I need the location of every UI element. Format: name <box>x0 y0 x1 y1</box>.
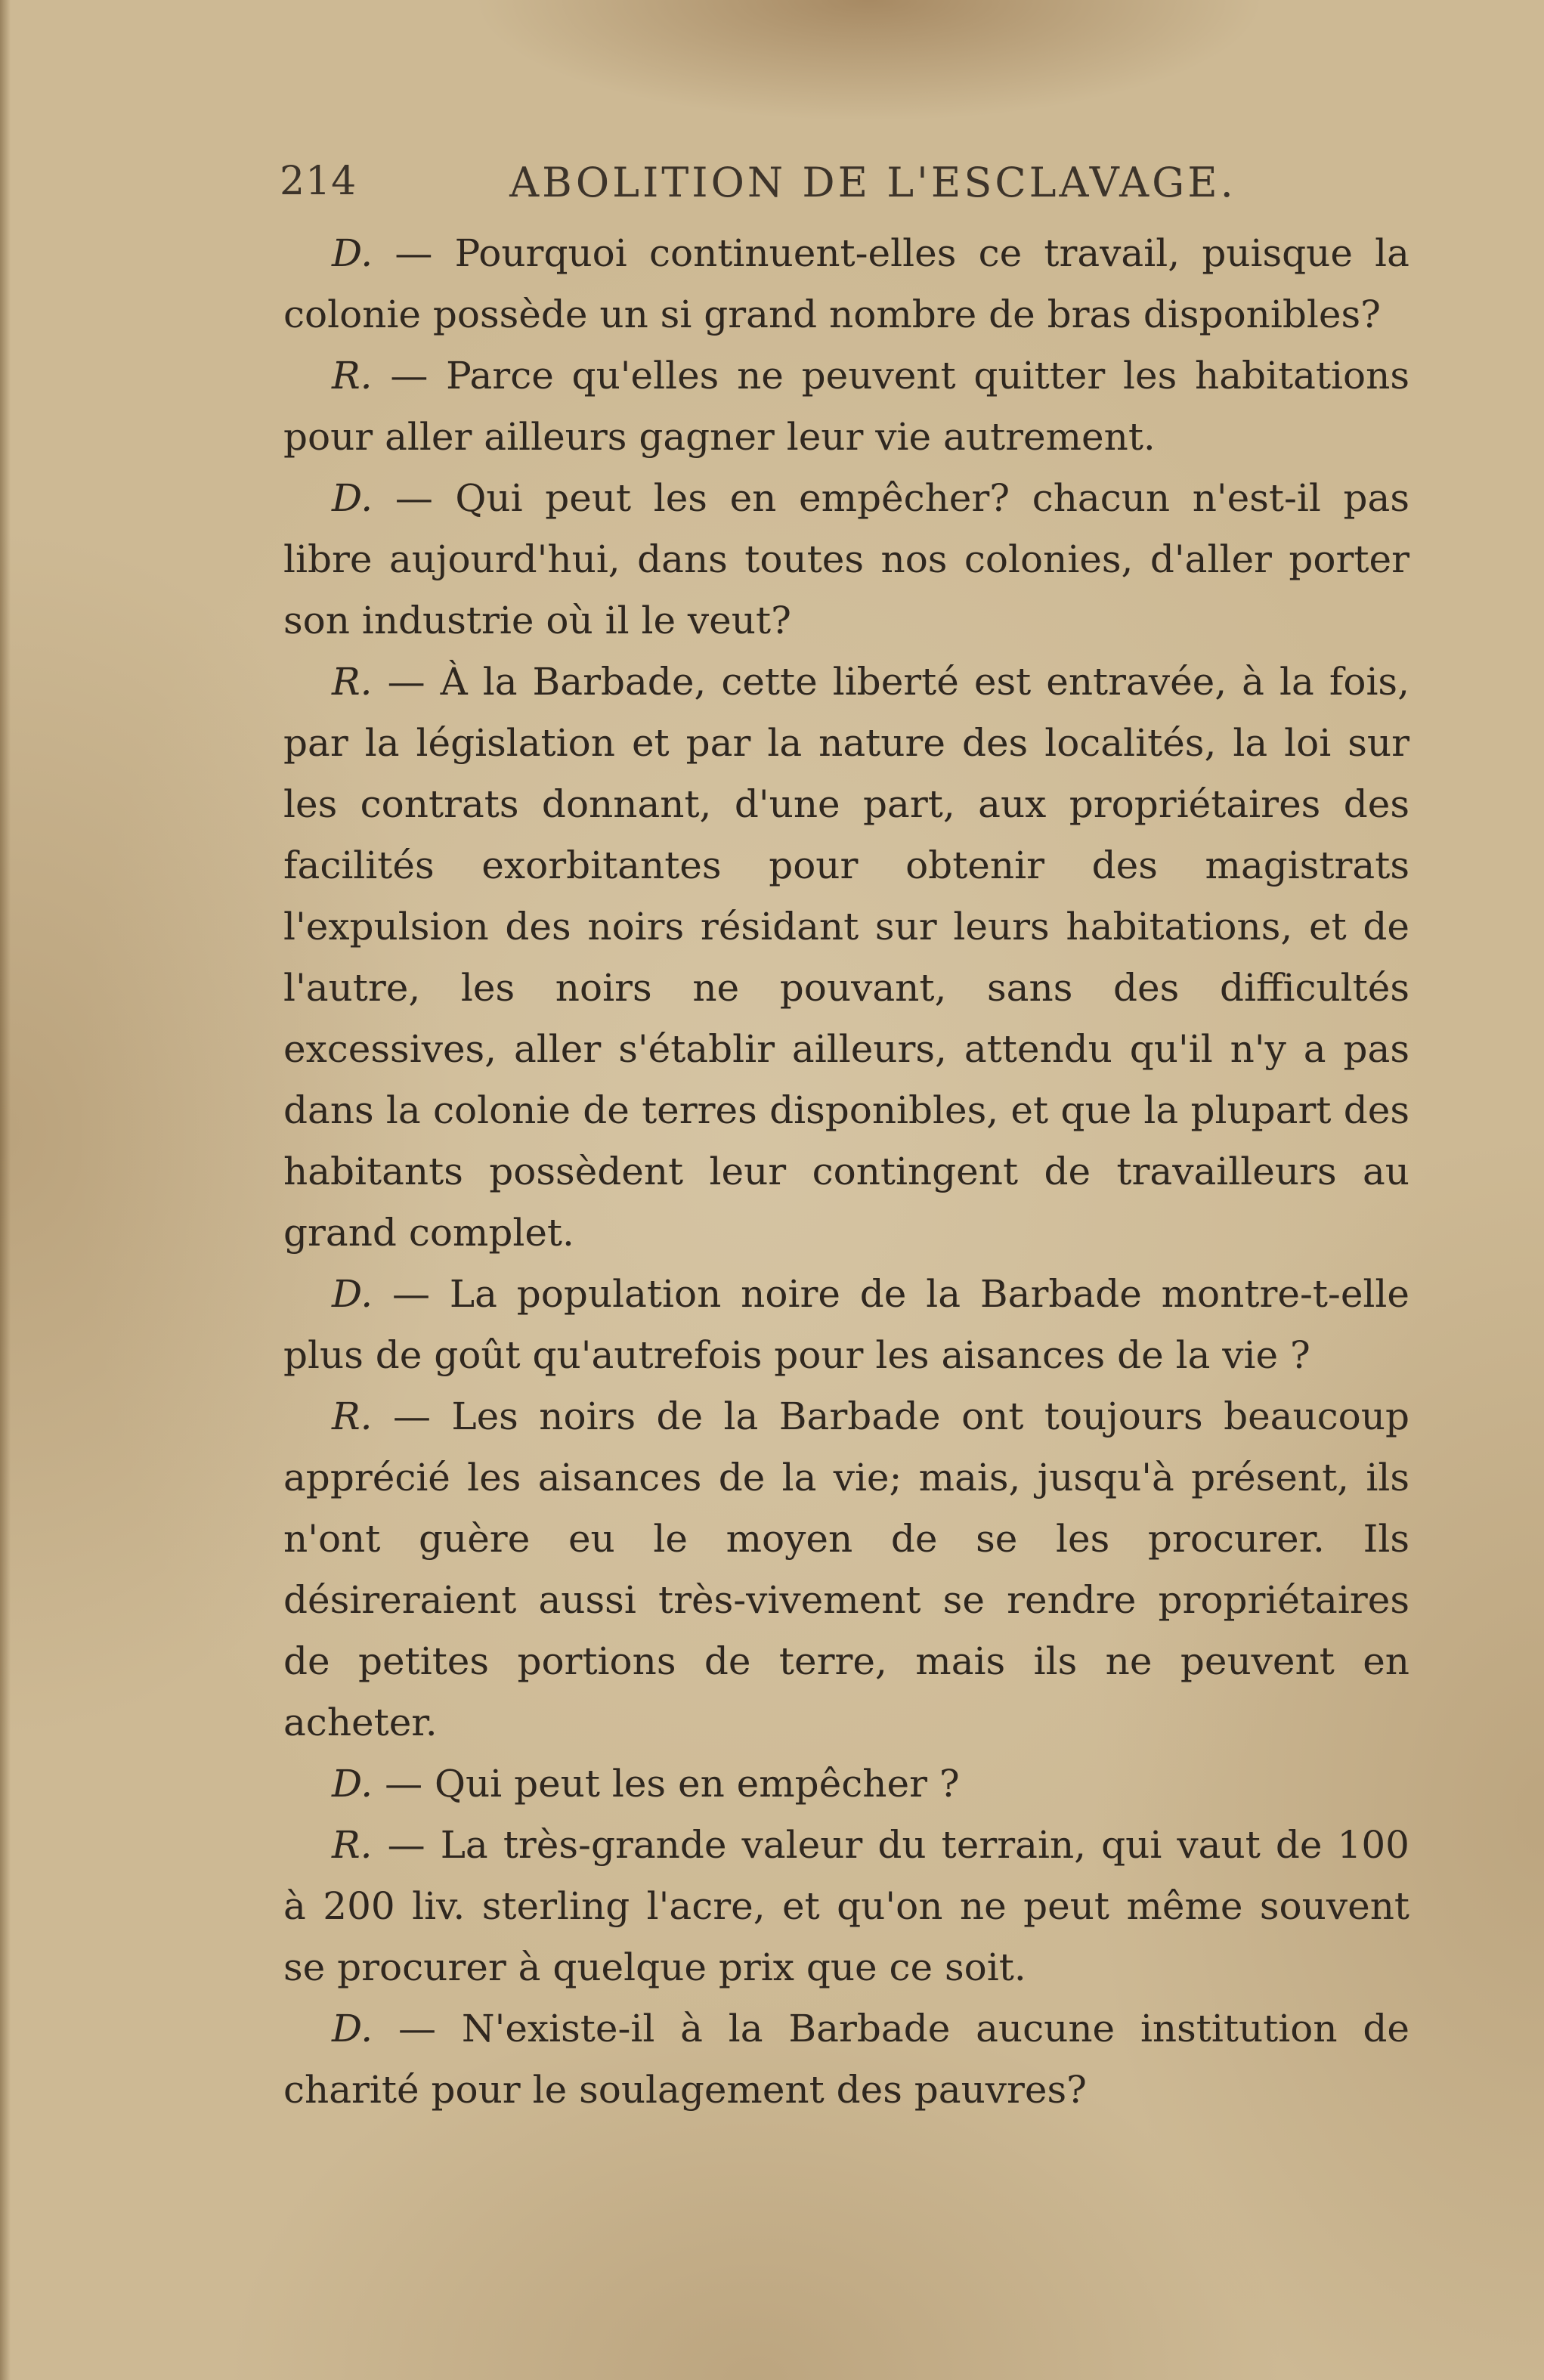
speaker-label: R. <box>332 1394 373 1438</box>
paragraph <box>283 468 1409 651</box>
speaker-label: D. <box>332 231 373 275</box>
paragraph-text: — N'existe-il à la Barbade aucune institution de charité pour le soulagement des pauvres? <box>283 2007 1409 2112</box>
paragraph-text: — Pourquoi continuent-elles ce travail, puisque la colonie possède un si grand nombre de bras disponibles? <box>283 231 1409 336</box>
speaker-label: D. <box>332 1762 373 1806</box>
paragraph-text: — Qui peut les en empêcher? chacun n'est-il pas libre aujourd'hui, dans toutes nos colonies, d'aller porter son industrie où il le veut? <box>283 476 1409 642</box>
running-title: ABOLITION DE L'ESCLAVAGE. <box>509 159 1236 206</box>
paragraph <box>283 1264 1409 1386</box>
paragraph <box>283 1386 1409 1753</box>
speaker-label: R. <box>332 660 373 704</box>
paragraph <box>283 1753 1409 1815</box>
page-number: 214 <box>280 159 357 204</box>
paragraph-text: — Qui peut les en empêcher ? <box>373 1762 960 1806</box>
speaker-label: D. <box>332 1272 373 1316</box>
dialogue-text <box>283 223 1409 2121</box>
paragraph <box>283 345 1409 468</box>
speaker-label: D. <box>332 2007 373 2050</box>
paragraph <box>283 223 1409 345</box>
paragraph <box>283 1998 1409 2121</box>
speaker-label: D. <box>332 476 373 520</box>
paragraph-text: — La population noire de la Barbade montre-t-elle plus de goût qu'autrefois pour les aisances de la vie ? <box>283 1272 1409 1377</box>
paragraph-text: — Parce qu'elles ne peuvent quitter les habitations pour aller ailleurs gagner leur vie autrement. <box>283 354 1409 459</box>
paragraph-text: — À la Barbade, cette liberté est entravée, à la fois, par la législation et par la nature des localités, la loi sur les contrats donnant, d'une part, aux propriétaires des facilités exorbitantes pour obtenir des magistrats l'expulsion des noirs résidant sur leurs habitations, et de l'autre, les noirs ne pouvant, sans des difficultés excessives, aller s'établir ailleurs, attendu qu'il n'y a pas dans la colonie de terres disponibles, et que la plupart des habitants possèdent leur contingent de travailleurs au grand complet. <box>283 660 1409 1255</box>
page-gutter-shadow <box>0 0 11 2380</box>
paragraph <box>283 651 1409 1264</box>
paragraph-text: — La très-grande valeur du terrain, qui vaut de 100 à 200 liv. sterling l'acre, et qu'on ne peut même souvent se procurer à quelque prix que ce soit. <box>283 1823 1409 1989</box>
paragraph <box>283 1815 1409 1998</box>
running-head <box>280 159 1421 219</box>
speaker-label: R. <box>332 1823 373 1867</box>
speaker-label: R. <box>332 354 373 398</box>
paragraph-text: — Les noirs de la Barbade ont toujours beaucoup apprécié les aisances de la vie; mais, jusqu'à présent, ils n'ont guère eu le moyen de se les procurer. Ils désireraient aussi très-vivement se rendre propriétaires de petites portions de terre, mais ils ne peuvent en acheter. <box>283 1394 1409 1744</box>
